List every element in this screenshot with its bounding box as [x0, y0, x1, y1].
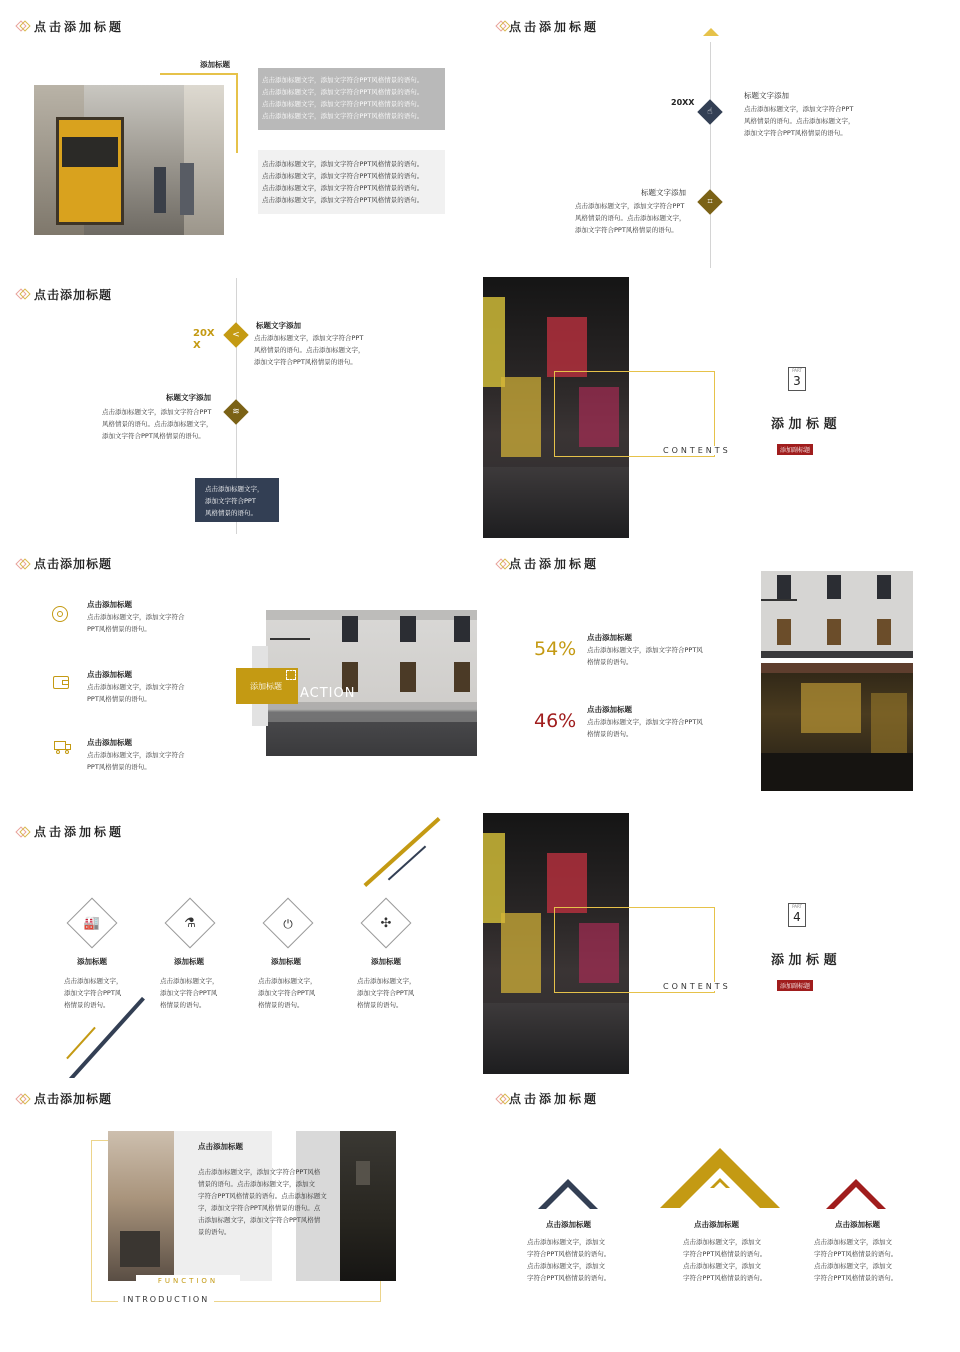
photo-label: 添加标题: [200, 60, 230, 69]
cafe-photo: [761, 663, 913, 791]
item2-head: 点击添加标题: [87, 670, 132, 679]
contents-dash: [654, 967, 674, 968]
lab-icon: ⚗: [184, 916, 196, 931]
title-diamond-icon: [17, 826, 30, 839]
item2-text: 点击添加标题文字，添加文字符合 PPT风格情景的语句。: [87, 683, 185, 703]
part-number-box: PART 3: [788, 367, 806, 391]
building-photo-top: [761, 571, 913, 658]
title-diamond-icon: [17, 558, 30, 571]
contents-dash: [654, 431, 674, 432]
roof1-text: 点击添加标题文字，添加文 字符合PPT风格情景的语句。 点击添加标题文字，添加文 字符合PPT风格情景的语句。: [527, 1238, 611, 1282]
stat-54: 54%: [534, 638, 577, 660]
feature2-text: 点击添加标题文字， 添加文字符合PPT风 格情景的语句。: [160, 977, 219, 1009]
year-label-a: 20X: [193, 328, 215, 339]
slide-1[interactable]: [0, 0, 480, 268]
slide-3[interactable]: 点击添加标题 20X X < 标题文字添加 点击添加标题文字，添加文字符合PPT 风格情景的语句。点击添加标题文字， 添加文字符合PPT风格情景的语句。 ≋ 标题文字添加 点击添加标题文字，添加文字符合PPT 风格情景的语句。点击添加标题文字， 添加文字符合PPT风格情景的语句。 点击添加标题文字， 添加文字符合PPT 风格情景的语句。: [0, 270, 480, 538]
slide-5[interactable]: [0, 540, 480, 808]
roof1-head: 点击添加标题: [546, 1220, 591, 1229]
slide-title[interactable]: 点击添加标题: [34, 557, 113, 571]
stat-46: 46%: [534, 710, 577, 732]
slide-2[interactable]: 点击添加标题 20XX ☝ 标题文字添加 点击添加标题文字，添加文字符合PPT 风格情景的语句。点击添加标题文字， 添加文字符合PPT风格情景的语句。 ⌗ 标题文字添加 点击添加标题文字，添加文字符合PPT 风格情景的语句。点击添加标题文字， 添加文字符合PPT风格情景的语句。: [480, 0, 960, 268]
windmill-icon: ✣: [380, 916, 392, 931]
roof3-text: 点击添加标题文字，添加文 字符合PPT风格情景的语句。 点击添加标题文字，添加文 字符合PPT风格情景的语句。: [814, 1238, 898, 1282]
action-text: ACTION: [300, 686, 356, 701]
feature4-text: 点击添加标题文字， 添加文字符合PPT风 格情景的语句。: [357, 977, 416, 1009]
item2-head: 标题文字添加: [166, 393, 211, 402]
year-label-b: X: [193, 340, 201, 351]
function-label: FUNCTION: [136, 1275, 240, 1287]
slide-9[interactable]: [0, 1078, 480, 1352]
introduction-label: INTRODUCTION: [118, 1295, 214, 1304]
part-number-box: PART 4: [788, 903, 806, 927]
title-diamond-icon: [17, 20, 30, 33]
text-head: 点击添加标题: [198, 1142, 243, 1151]
item3-head: 点击添加标题: [87, 738, 132, 747]
truck-icon: [54, 741, 66, 750]
text-body: 点击添加标题文字，添加文字符合PPT风格 情景的语句。点击添加标题文字，添加文 字符合PPT风格情景的语句。点击添加标题文 字，添加文字符合PPT风格情景的语句。点 击添加标题文字，添加文字符合PPT风格情 景的语句。: [198, 1168, 327, 1236]
item2-text: 点击添加标题文字，添加文字符合PPT风 格情景的语句。: [587, 718, 703, 738]
slide-title[interactable]: 点击添加标题: [34, 1092, 113, 1106]
timeline-line: [710, 40, 711, 268]
title-diamond-icon: [17, 288, 30, 301]
item1-head: 点击添加标题: [87, 600, 132, 609]
item2-head: 点击添加标题: [587, 705, 632, 714]
item1-text: 点击添加标题文字，添加文字符合PPT 风格情景的语句。点击添加标题文字， 添加文字符合PPT风格情景的语句。: [744, 105, 855, 137]
contents-frame: [554, 907, 715, 993]
slide-title[interactable]: 点击添加标题: [509, 557, 600, 571]
bike-photo-right: [340, 1131, 396, 1281]
roof2-text: 点击添加标题文字，添加文 字符合PPT风格情景的语句。 点击添加标题文字，添加文 字符合PPT风格情景的语句。: [683, 1238, 767, 1282]
slide-10[interactable]: [480, 1078, 960, 1352]
slide-title[interactable]: 点击添加标题: [34, 288, 113, 302]
slide-title[interactable]: 点击添加标题: [34, 825, 125, 839]
slide-title[interactable]: 点击添加标题: [509, 20, 600, 34]
year-label: 20XX: [671, 98, 695, 107]
item1-head: 标题文字添加: [256, 321, 301, 330]
item1-head: 点击添加标题: [587, 633, 632, 642]
roof3-head: 点击添加标题: [835, 1220, 880, 1229]
slide-title[interactable]: 点击添加标题: [34, 20, 125, 34]
factory-icon: 🏭: [83, 916, 101, 931]
plug-icon: ⏻: [283, 917, 293, 931]
item2-head: 标题文字添加: [641, 188, 686, 197]
section-subtitle: 添加副标题: [777, 444, 813, 455]
item3-text: 点击添加标题文字，添加文字符合 PPT风格情景的语句。: [87, 751, 185, 771]
feature3-text: 点击添加标题文字， 添加文字符合PPT风 格情景的语句。: [258, 977, 317, 1009]
contents-label: CONTENTS: [663, 982, 731, 991]
slide-6[interactable]: [480, 540, 960, 808]
grey-text-box: 点击添加标题文字，添加文字符合PPT风格情景的语句。 点击添加标题文字，添加文字符合PPT风格情景的语句。 点击添加标题文字，添加文字符合PPT风格情景的语句。 点击添加标题文字，添加文字符合PPT风格情景的语句。: [258, 68, 445, 130]
section-heading: 添 加 标 题: [771, 417, 837, 432]
feature1-head: 添加标题: [77, 957, 107, 966]
slide-4[interactable]: [480, 270, 960, 538]
item1-text: 点击添加标题文字，添加文字符合 PPT风格情景的语句。: [87, 613, 185, 633]
feature3-head: 添加标题: [271, 957, 301, 966]
contents-label: CONTENTS: [663, 446, 731, 455]
navy-text-box: 点击添加标题文字， 添加文字符合PPT 风格情景的语句。: [195, 478, 279, 522]
navy-stripe-top: [388, 846, 426, 881]
roof2-head: 点击添加标题: [694, 1220, 739, 1229]
section-subtitle: 添加副标题: [777, 980, 813, 991]
title-diamond-icon: [17, 1093, 30, 1106]
section-heading: 添 加 标 题: [771, 953, 837, 968]
feature4-head: 添加标题: [371, 957, 401, 966]
item1-text: 点击添加标题文字，添加文字符合PPT风 格情景的语句。: [587, 646, 703, 666]
tram-photo: [34, 85, 224, 235]
label-text: 添加标题: [250, 682, 282, 691]
feature1-text: 点击添加标题文字， 添加文字符合PPT风 格情景的语句。: [64, 977, 123, 1009]
slide-7[interactable]: [0, 810, 480, 1078]
item1-head: 标题文字添加: [744, 91, 789, 100]
slide-title[interactable]: 点击添加标题: [509, 1092, 600, 1106]
item1-text: 点击添加标题文字，添加文字符合PPT 风格情景的语句。点击添加标题文字， 添加文字符合PPT风格情景的语句。: [254, 334, 365, 366]
gold-stripe-top: [364, 817, 441, 887]
street-photo-left: [108, 1131, 174, 1281]
feature2-head: 添加标题: [174, 957, 204, 966]
slide-8[interactable]: [480, 806, 960, 1074]
contents-frame: [554, 371, 715, 457]
item2-text: 点击添加标题文字，添加文字符合PPT 风格情景的语句。点击添加标题文字， 添加文字符合PPT风格情景的语句。: [575, 202, 686, 234]
cursor-icon: [286, 670, 296, 680]
item2-text: 点击添加标题文字，添加文字符合PPT 风格情景的语句。点击添加标题文字， 添加文字符合PPT风格情景的语句。: [102, 408, 213, 440]
light-text-box: 点击添加标题文字，添加文字符合PPT风格情景的语句。 点击添加标题文字，添加文字符合PPT风格情景的语句。 点击添加标题文字，添加文字符合PPT风格情景的语句。 点击添加标题文字，添加文字符合PPT风格情景的语句。: [258, 150, 445, 214]
